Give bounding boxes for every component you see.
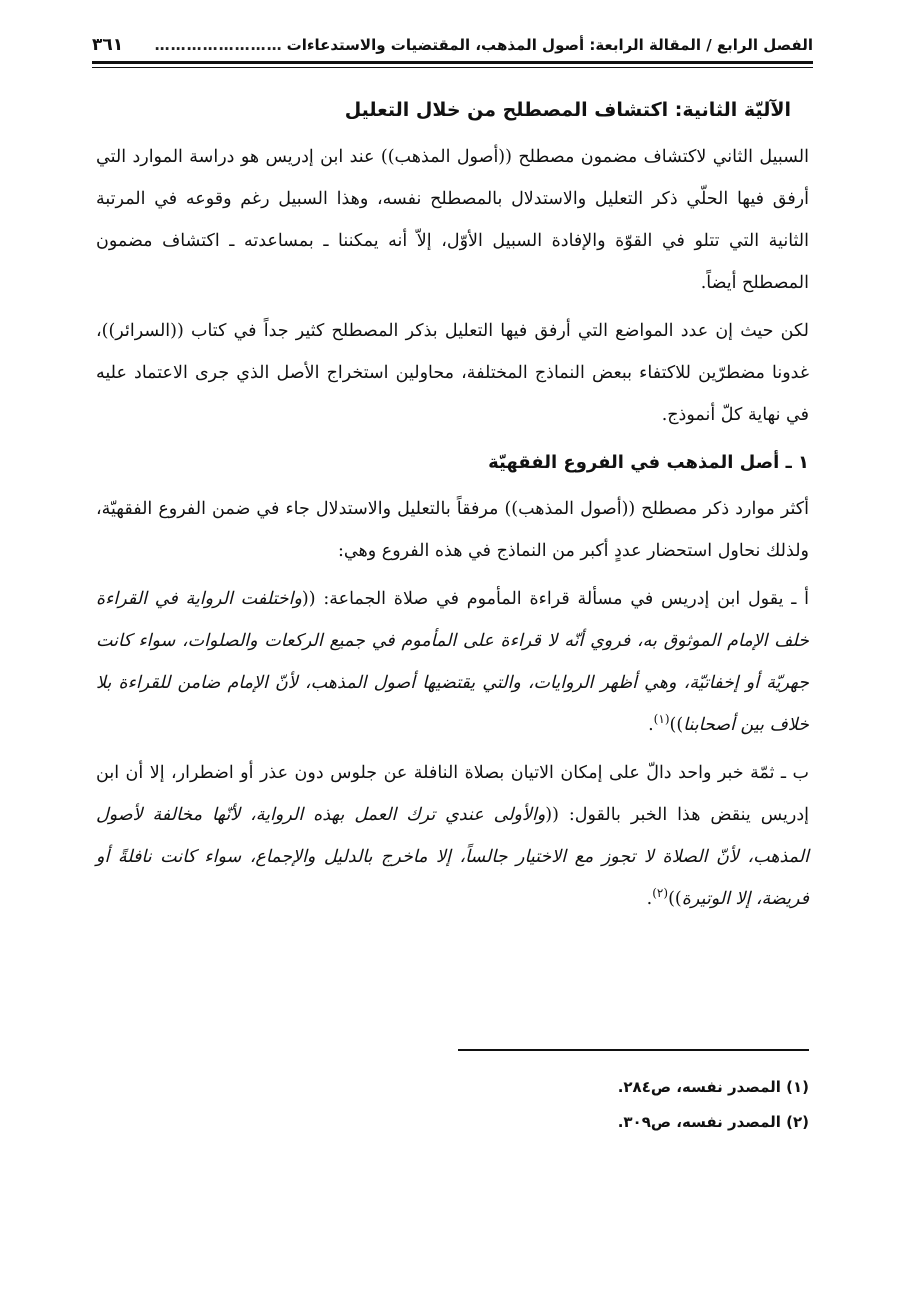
paragraph-2: لكن حيث إن عدد المواضع التي أرفق فيها التعليل بذكر المصطلح كثير جداً في كتاب ((السرائر))، غدونا مضطرّين للاكتفاء ببعض النماذج المختلفة، محاولين استخراج الأصل الذي جرى الاعتماد عليه في نهاية كلّ أنموذج. xyxy=(96,321,809,425)
quotation-1: واختلفت الرواية في القراءة خلف الإمام الموثوق به، فروي أنّه لا قراءة على المأموم في جميع الركعات والصلوات، سواء كانت جهريّة أو إخفاتيّة، وهي أظهر الروايات، والتي يقتضيها أصول المذهب، لأنّ الإمام ضامن للقراءة بلا خلاف بين أصحابنا xyxy=(96,589,809,735)
quotation-2: والأولى عندي ترك العمل بهذه الرواية، لأنّها مخالفة لأصول المذهب، لأنّ الصلاة لا تجوز مع الاختيار جالساً، إلا ماخرج بالدليل والإجماع، سواء كانت نافلةً أو فريضة، إلا الوتيرة xyxy=(96,805,809,909)
footnote-1: (١) المصدر نفسه، ص٢٨٤. xyxy=(617,1078,809,1096)
body-text xyxy=(96,84,809,926)
section-heading: الآليّة الثانية: اكتشاف المصطلح من خلال التعليل xyxy=(344,99,791,121)
header-rule-thin xyxy=(92,67,813,68)
footnote-marker-1[interactable]: (١) xyxy=(653,712,670,727)
quote-close-2: )) xyxy=(668,889,682,909)
paragraph-4-intro: أ ـ يقول ابن إدريس في مسألة قراءة المأموم في صلاة الجماعة: (( xyxy=(301,589,809,609)
header-rule xyxy=(92,61,813,64)
page-number: ٣٦١ xyxy=(92,35,124,55)
footnote-2: (٢) المصدر نفسه، ص٣٠٩. xyxy=(617,1113,809,1131)
header-title: الفصل الرابع / المقالة الرابعة: أصول المذهب، المقتضيات والاستدعاءات xyxy=(286,36,813,54)
footnotes xyxy=(96,1070,809,1140)
paragraph-5 xyxy=(96,752,809,920)
paragraph-5-intro: ب ـ ثمّة خبر واحد دالّ على إمكان الاتيان بصلاة النافلة عن جلوس دون عذر أو اضطرار، إلا أن ابن إدريس ينقض هذا الخبر بالقول: (( xyxy=(96,763,809,825)
paragraph-5-end: . xyxy=(646,889,653,909)
quote-close-1: )) xyxy=(669,715,684,735)
subsection-heading: ١ ـ أصل المذهب في الفروع الفقهيّة xyxy=(488,452,809,473)
footnote-marker-2[interactable]: (٢) xyxy=(652,886,669,901)
footnote-separator xyxy=(458,1049,809,1051)
paragraph-3: أكثر موارد ذكر مصطلح ((أصول المذهب)) مرفقاً بالتعليل والاستدلال جاء في ضمن الفروع الفقهيّة، ولذلك نحاول استحضار عددٍ أكبر من النماذج في هذه الفروع وهي: xyxy=(96,499,809,561)
paragraph-4-end: . xyxy=(648,715,654,735)
header-leader-dots: …………………… xyxy=(154,36,283,54)
paragraph-4 xyxy=(96,578,809,746)
running-header xyxy=(92,30,813,60)
paragraph-1: السبيل الثاني لاكتشاف مضمون مصطلح ((أصول المذهب)) عند ابن إدريس هو دراسة الموارد التي أرفق فيها الحلّي ذكر التعليل والاستدلال بالمصطلح نفسه، وهذا السبيل رغم وقوعه في المرتبة الثانية التي تتلو في القوّة والإفادة السبيل الأوّل، إلاّ أنه يمكننا ـ بمساعدته ـ اكتشاف مضمون المصطلح أيضاً. xyxy=(96,147,809,293)
